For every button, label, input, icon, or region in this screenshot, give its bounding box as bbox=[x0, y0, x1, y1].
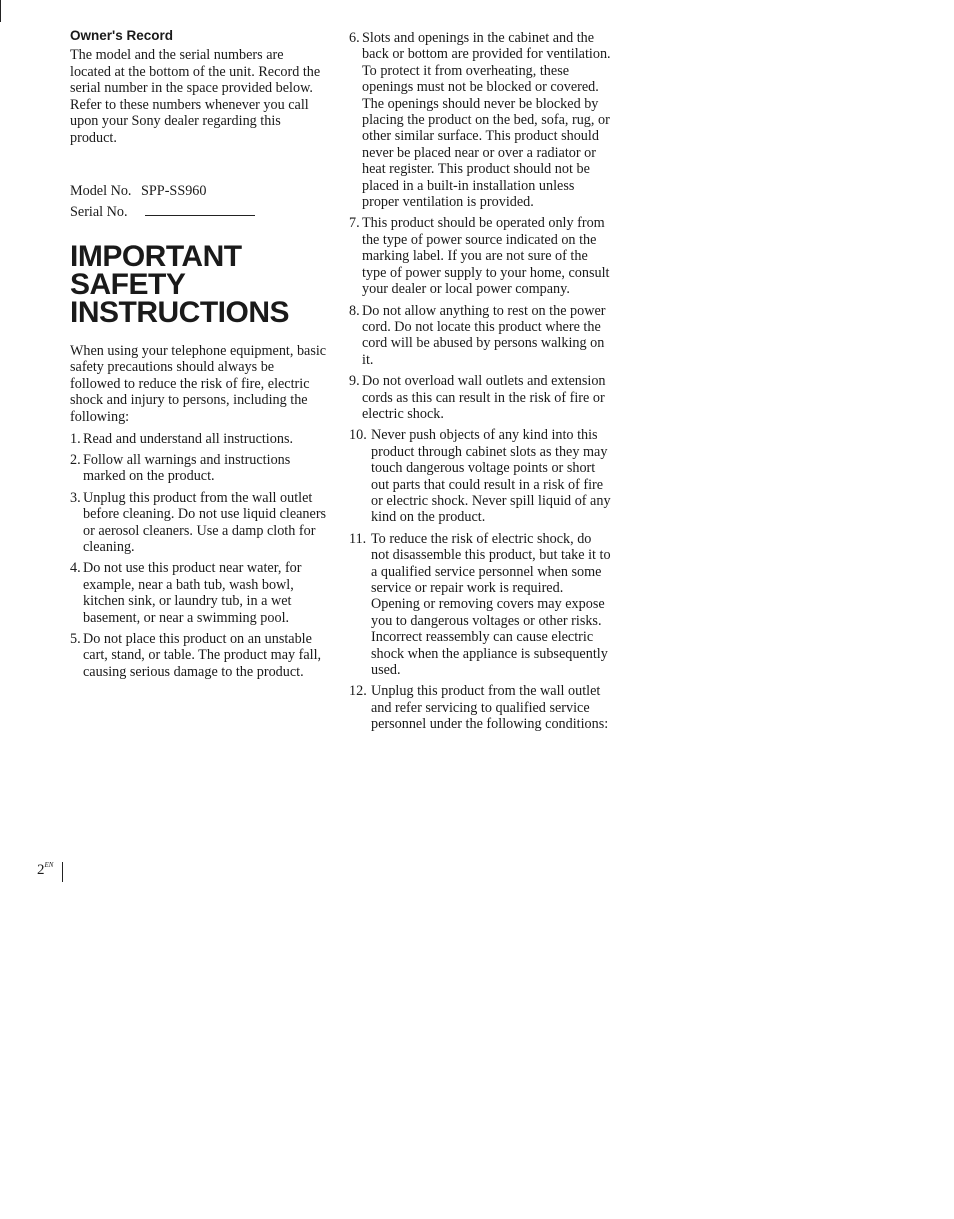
page-number bbox=[37, 862, 53, 879]
item-number: 2. bbox=[70, 451, 81, 468]
owners-record-fields bbox=[70, 181, 328, 223]
safety-title-line-2: SAFETY bbox=[70, 267, 186, 301]
item-number: 10. bbox=[349, 427, 367, 444]
item-number: 3. bbox=[70, 489, 81, 506]
owners-record-heading: Owner's Record bbox=[70, 28, 173, 43]
safety-list-right bbox=[349, 30, 611, 733]
safety-list-left bbox=[70, 431, 328, 681]
left-column bbox=[70, 28, 328, 685]
model-number-value: SPP-SS960 bbox=[141, 182, 207, 199]
item-text: To reduce the risk of electric shock, do not disassemble this product, but take it to a qualified service personnel when some service or repair work is required. Opening or removing covers may expose you to dangerous voltages or other risks. Incorrect reassembly can cause electric shock when the appliance is subsequently used. bbox=[371, 530, 611, 679]
item-number: 8. bbox=[349, 302, 360, 319]
item-number: 5. bbox=[70, 631, 81, 647]
item-number: 6. bbox=[349, 30, 360, 46]
item-text: Do not allow anything to rest on the power cord. Do not locate this product where the cord will be abused by persons walking on it. bbox=[362, 302, 606, 368]
safety-item-12 bbox=[349, 683, 611, 732]
safety-title bbox=[70, 239, 328, 329]
page-language-suffix: EN bbox=[44, 861, 54, 869]
page-number-value: 2 bbox=[37, 862, 45, 878]
item-text: Read and understand all instructions. bbox=[83, 430, 294, 447]
item-number: 11. bbox=[349, 530, 367, 547]
item-text: Do not use this product near water, for example, near a bath tub, wash bowl, kitchen sink, or laundry tub, in a wet basement, or near a swimming pool. bbox=[83, 560, 302, 626]
safety-item-5 bbox=[70, 631, 328, 680]
item-text: Slots and openings in the cabinet and the back or bottom are provided for ventilation. To protect it from overheating, these openings must not be blocked or covered. The openings should never be blocked by placing the product on the bed, sofa, rug, or other similar surface. This product should never be placed near or over a radiator or heat register. This product should not be placed in a built-in installation unless proper ventilation is provided. bbox=[362, 30, 611, 211]
safety-item-3 bbox=[70, 490, 328, 556]
item-number: 12. bbox=[349, 683, 367, 700]
model-number-label: Model No. bbox=[70, 182, 132, 199]
safety-item-8 bbox=[349, 303, 611, 369]
safety-item-9 bbox=[349, 373, 611, 422]
item-number: 1. bbox=[70, 430, 81, 447]
safety-item-11 bbox=[349, 531, 611, 679]
safety-item-6 bbox=[349, 30, 611, 210]
item-text: Never push objects of any kind into this product through cabinet slots as they may touch dangerous voltage points or short out parts that could result in a risk of fire or electric shock. Never spill liquid of any kind on the product. bbox=[371, 427, 611, 526]
serial-number-line bbox=[70, 202, 328, 223]
model-number-line bbox=[70, 181, 328, 202]
item-text: This product should be operated only from the type of power source indicated on the marking label. If you are not sure of the type of power supply to your home, consult your dealer or local power company. bbox=[362, 215, 610, 298]
safety-item-10 bbox=[349, 427, 611, 525]
margin-rule bbox=[0, 0, 1, 22]
safety-title-line-1: IMPORTANT bbox=[70, 239, 242, 273]
owners-record-paragraph: The model and the serial numbers are located at the bottom of the unit. Record the serial number in the space provided below. Refer to these numbers whenever you call upon your Sony dealer regarding this product. bbox=[70, 47, 321, 146]
item-number: 7. bbox=[349, 215, 360, 232]
safety-title-line-3: INSTRUCTIONS bbox=[70, 295, 289, 329]
safety-item-7 bbox=[349, 215, 611, 297]
serial-number-label: Serial No. bbox=[70, 203, 128, 220]
safety-intro: When using your telephone equipment, basic safety precautions should always be followed to reduce the risk of fire, electric shock and injury to persons, including the following: bbox=[70, 342, 327, 425]
folio-rule bbox=[62, 862, 63, 882]
right-column bbox=[349, 30, 611, 738]
item-text: Do not overload wall outlets and extension cords as this can result in the risk of fire or electric shock. bbox=[362, 373, 606, 422]
serial-number-blank bbox=[145, 204, 255, 216]
item-text: Do not place this product on an unstable cart, stand, or table. The product may fall, causing serious damage to the product. bbox=[83, 631, 322, 680]
safety-item-1 bbox=[70, 431, 328, 447]
item-text: Follow all warnings and instructions marked on the product. bbox=[83, 451, 291, 485]
item-number: 9. bbox=[349, 373, 360, 390]
safety-item-2 bbox=[70, 452, 328, 485]
item-number: 4. bbox=[70, 560, 81, 577]
item-text: Unplug this product from the wall outlet before cleaning. Do not use liquid cleaners or aerosol cleaners. Use a damp cloth for cleaning. bbox=[83, 489, 327, 555]
safety-item-4 bbox=[70, 560, 328, 626]
item-text: Unplug this product from the wall outlet and refer servicing to qualified service personnel under the following conditions: bbox=[371, 683, 609, 733]
